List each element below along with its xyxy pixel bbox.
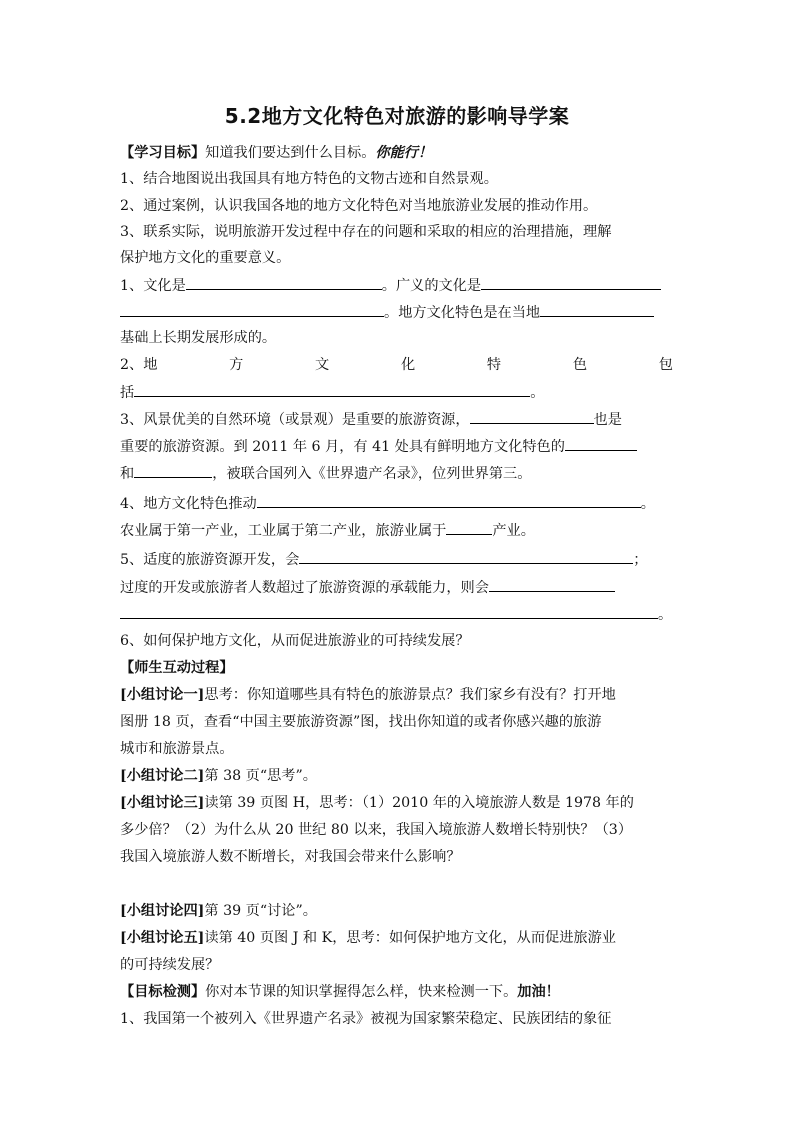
- blank-overdevelopment-cont[interactable]: [120, 601, 658, 619]
- goals-cheer: 你能行！: [375, 145, 433, 161]
- blank-heritage-type-1[interactable]: [565, 433, 637, 451]
- discussion-3-text: 读第 39 页图 H，思考：（1）2010 年的入境旅游人数是 1978 年的: [204, 795, 634, 811]
- blank-broad-culture[interactable]: [481, 272, 661, 290]
- question-1-line-1: [120, 272, 680, 299]
- goals-header: 【学习目标】: [120, 145, 206, 161]
- question-2-char: 文: [315, 357, 330, 373]
- blank-culture-definition[interactable]: [186, 272, 382, 290]
- process-header: 【师生互动过程】: [120, 660, 234, 676]
- question-5-text-b: 过度的开发或旅游者人数超过了旅游资源的承载能力，则会: [120, 580, 489, 596]
- question-4-line-1: [120, 490, 680, 517]
- question-3-text-b: 也是: [593, 412, 622, 428]
- goal-item-3: 3、联系实际，说明旅游开发过程中存在的问题和采取的相应的治理措施，理解: [120, 224, 612, 240]
- discussion-2-text: 第 38 页“思考”。: [204, 768, 317, 784]
- blank-broad-culture-cont[interactable]: [120, 299, 384, 317]
- blank-overdevelopment[interactable]: [489, 574, 615, 592]
- goals-intro: 知道我们要达到什么目标。: [205, 145, 376, 161]
- discussion-3-line-2: 多少倍？（2）为什么从 20 世纪 80 以来，我国入境旅游人数增长特别快？（3）: [120, 822, 633, 838]
- question-1-line-2: [120, 299, 680, 326]
- question-2-char: 2、地: [120, 357, 158, 373]
- question-4-line-2: [120, 517, 680, 544]
- question-1-text-c: 。地方文化特色是在当地: [384, 305, 541, 321]
- question-2-char: 方: [229, 357, 244, 373]
- question-5-end-2: 。: [658, 607, 673, 623]
- question-2-char: 色: [572, 357, 588, 373]
- page-title: 5.2地方文化特色对旅游的影响导学案: [224, 104, 570, 128]
- blank-heritage-type-2[interactable]: [134, 460, 212, 478]
- discussion-1-text: 思考：你知道哪些具有特色的旅游景点？我们家乡有没有？打开地: [204, 687, 616, 703]
- discussion-5-text: 读第 40 页图 J 和 K，思考：如何保护地方文化，从而促进旅游业: [204, 930, 616, 946]
- question-5-line-3: [120, 601, 680, 628]
- question-3-text-a: 3、风景优美的自然环境（或景观）是重要的旅游资源，: [120, 412, 470, 428]
- question-2-char: 特: [486, 357, 502, 373]
- discussion-3-label: [小组讨论三]: [120, 795, 205, 811]
- question-3-text-d: 和: [120, 466, 135, 482]
- blank-culture-drives[interactable]: [257, 490, 641, 508]
- discussion-4-label: [小组讨论四]: [120, 903, 205, 919]
- question-2-char: 包: [658, 357, 673, 373]
- question-2-line-2: [120, 379, 680, 406]
- discussion-4: [120, 898, 680, 924]
- discussion-4-text: 第 39 页“讨论”。: [204, 903, 317, 919]
- discussion-1-line-1: [120, 682, 680, 708]
- goal-item-1: 1、结合地图说出我国具有地方特色的文物古迹和自然景观。: [120, 171, 498, 187]
- discussion-2-label: [小组讨论二]: [120, 768, 205, 784]
- question-5-end: ；: [633, 552, 648, 568]
- check-header: 【目标检测】: [120, 984, 206, 1000]
- question-2-line-1: [120, 352, 680, 378]
- question-3-line-3: [120, 460, 680, 487]
- blank-cultural-resource[interactable]: [470, 406, 594, 424]
- question-4-end: 。: [640, 496, 655, 512]
- blank-moderate-development[interactable]: [299, 546, 633, 564]
- question-2-text-b: 括: [120, 385, 135, 401]
- discussion-1-line-3: 城市和旅游景点。: [120, 741, 234, 757]
- question-1-text-a: 1、文化是: [120, 278, 186, 294]
- discussion-3-line-3: 我国入境旅游人数不断增长，对我国会带来什么影响？: [120, 849, 461, 865]
- discussion-1-label: [小组讨论一]: [120, 687, 205, 703]
- discussion-5-label: [小组讨论五]: [120, 930, 205, 946]
- question-2-spread: [120, 352, 673, 378]
- question-4-text-b: 农业属于第一产业，工业属于第二产业，旅游业属于: [120, 523, 447, 539]
- discussion-5-line-1: [120, 925, 680, 951]
- question-1-text-b: 。广义的文化是: [381, 278, 482, 294]
- goal-item-2: 2、通过案例，认识我国各地的地方文化特色对当地旅游业发展的推动作用。: [120, 198, 598, 214]
- question-6: 6、如何保护地方文化，从而促进旅游业的可持续发展？: [120, 633, 470, 649]
- discussion-5-line-2: 的可持续发展？: [120, 957, 220, 973]
- discussion-1-line-2: 图册 18 页，查看“中国主要旅游资源”图，找出你知道的或者你感兴趣的旅游: [120, 714, 602, 730]
- discussion-3-line-1: [120, 790, 680, 816]
- question-3-text-c: 重要的旅游资源。到 2011 年 6 月，有 41 处具有鲜明地方文化特色的: [120, 439, 565, 455]
- goal-item-3-cont: 保护地方文化的重要意义。: [120, 250, 291, 266]
- goals-intro-line: [120, 140, 680, 166]
- check-question-1: 1、我国第一个被列入《世界遗产名录》被视为国家繁荣稳定、民族团结的象征: [120, 1011, 612, 1027]
- check-intro-line: [120, 979, 680, 1005]
- question-5-line-1: [120, 546, 680, 573]
- question-3-text-e: ，被联合国列入《世界遗产名录》，位列世界第三。: [212, 466, 532, 482]
- check-intro: 你对本节课的知识掌握得怎么样，快来检测一下。: [205, 984, 518, 1000]
- check-cheer: 加油！: [517, 984, 560, 1000]
- blank-local-culture-includes[interactable]: [134, 379, 530, 397]
- question-3-line-2: [120, 433, 680, 460]
- question-4-text-c: 产业。: [492, 523, 535, 539]
- question-2-end: 。: [530, 385, 545, 401]
- discussion-2: [120, 763, 680, 789]
- question-2-char: 化: [400, 357, 416, 373]
- blank-local-base[interactable]: [540, 299, 654, 317]
- question-5-line-2: [120, 574, 680, 601]
- question-1-line-3: 基础上长期发展形成的。: [120, 330, 277, 346]
- blank-industry-tier[interactable]: [446, 517, 492, 535]
- question-4-text-a: 4、地方文化特色推动: [120, 496, 257, 512]
- question-3-line-1: [120, 406, 680, 433]
- question-5-text-a: 5、适度的旅游资源开发，会: [120, 552, 300, 568]
